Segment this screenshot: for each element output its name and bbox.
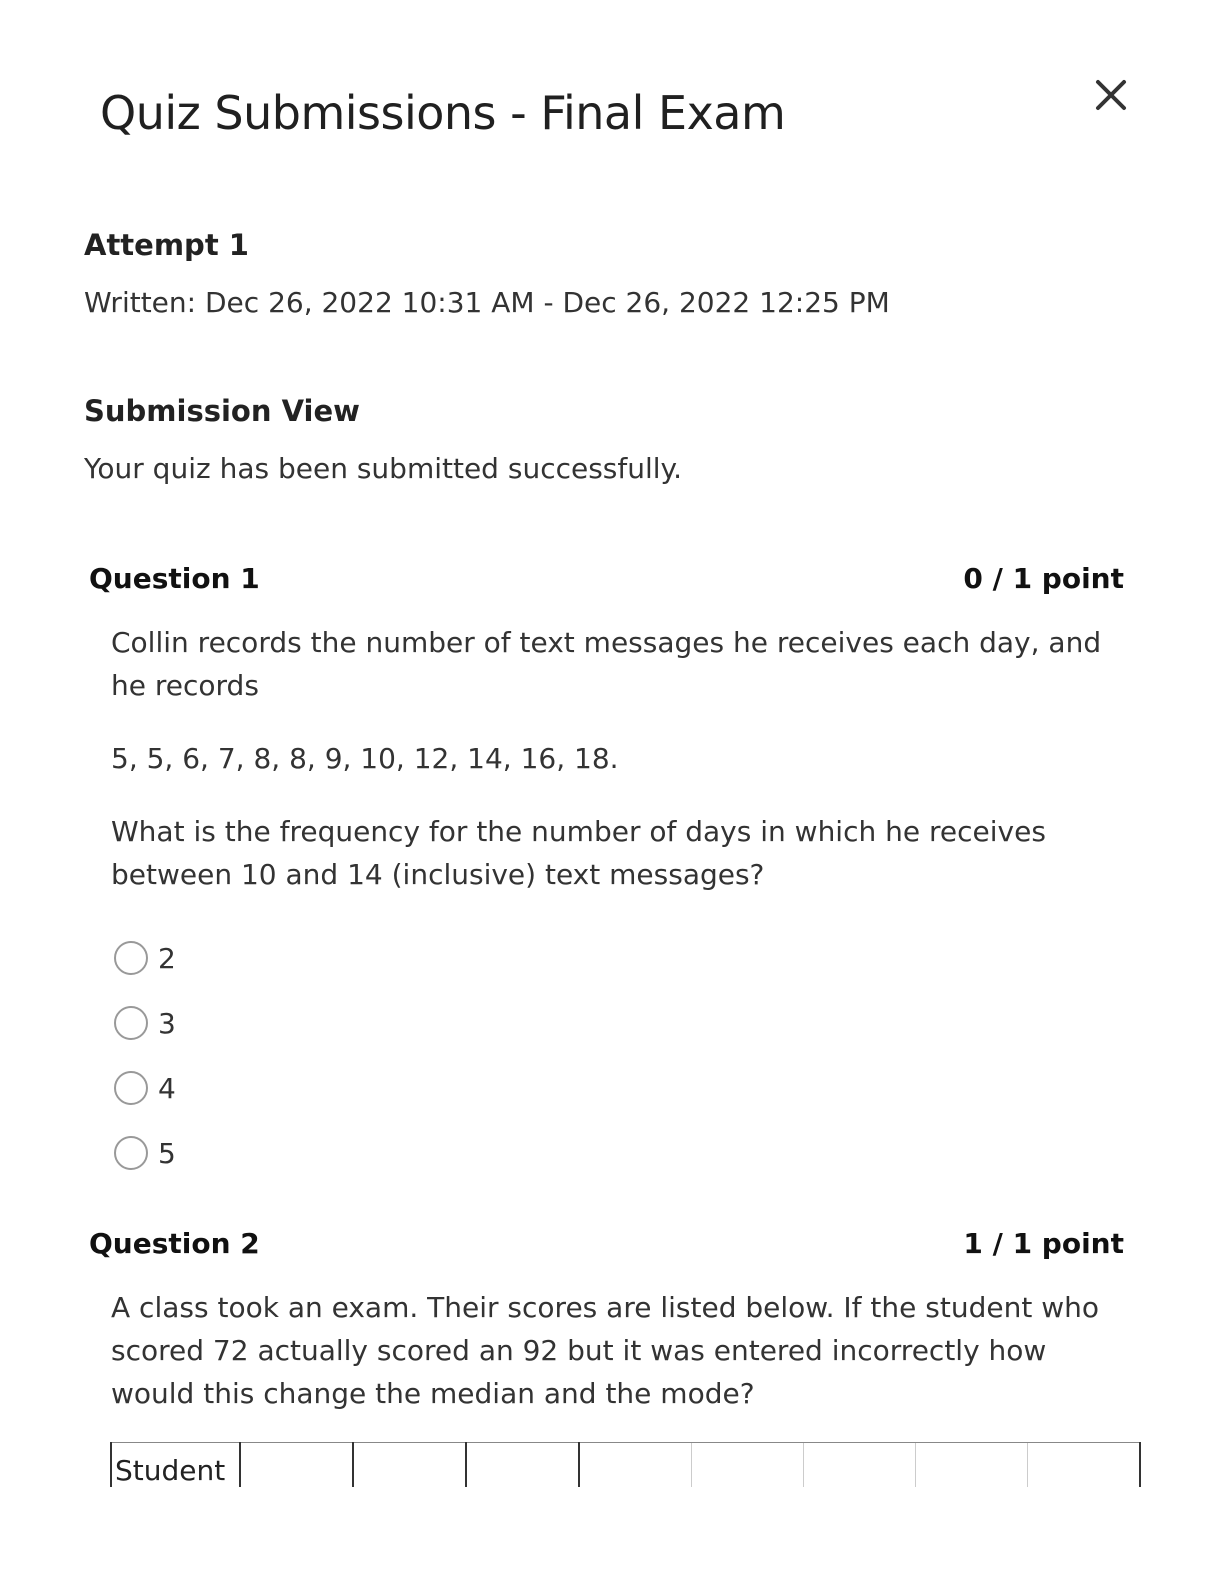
answer-option-label: 2 bbox=[158, 941, 176, 975]
attempt-heading: Attempt 1 bbox=[84, 228, 249, 262]
table-cell bbox=[692, 1443, 804, 1488]
submission-success-message: Your quiz has been submitted successfully. bbox=[84, 452, 683, 485]
table-cell bbox=[579, 1443, 692, 1488]
table-cell bbox=[466, 1443, 579, 1488]
question-1-text: Collin records the number of text messages he receives each day, and he records bbox=[111, 626, 1102, 702]
question-1-heading: Question 1 bbox=[89, 562, 260, 595]
answer-option-2[interactable] bbox=[114, 1003, 176, 1043]
table-cell bbox=[916, 1443, 1028, 1488]
table-cell bbox=[804, 1443, 916, 1488]
question-1-prompt: What is the frequency for the number of days in which he receives between 10 and 14 (inclusive) text messages? bbox=[111, 815, 1046, 891]
page-title: Quiz Submissions - Final Exam bbox=[100, 86, 786, 140]
radio-button[interactable] bbox=[114, 1006, 148, 1040]
close-icon bbox=[1092, 74, 1132, 114]
table-cell bbox=[1028, 1443, 1141, 1488]
radio-button[interactable] bbox=[114, 1136, 148, 1170]
question-2-points: 1 / 1 point bbox=[963, 1227, 1124, 1260]
radio-button[interactable] bbox=[114, 941, 148, 975]
close-button[interactable] bbox=[1092, 74, 1132, 114]
answer-option-3[interactable] bbox=[114, 1068, 176, 1108]
answer-option-4[interactable] bbox=[114, 1133, 176, 1173]
question-1-data: 5, 5, 6, 7, 8, 8, 9, 10, 12, 14, 16, 18. bbox=[111, 742, 619, 775]
submission-view-heading: Submission View bbox=[84, 394, 360, 428]
table-cell bbox=[240, 1443, 353, 1488]
table-cell bbox=[353, 1443, 466, 1488]
answer-option-label: 5 bbox=[158, 1136, 176, 1170]
answer-option-1[interactable] bbox=[114, 938, 176, 978]
scores-table bbox=[110, 1442, 1141, 1487]
attempt-written-time: Written: Dec 26, 2022 10:31 AM - Dec 26, 2022 12:25 PM bbox=[84, 286, 890, 319]
table-row bbox=[111, 1443, 1140, 1488]
answer-option-label: 3 bbox=[158, 1006, 176, 1040]
table-cell-header: Student bbox=[111, 1443, 240, 1488]
question-1-points: 0 / 1 point bbox=[963, 562, 1124, 595]
question-2-text: A class took an exam. Their scores are listed below. If the student who scored 72 actually scored an 92 but it was entered incorrectly how would this change the median and the mode? bbox=[111, 1291, 1099, 1410]
question-2-heading: Question 2 bbox=[89, 1227, 260, 1260]
radio-button[interactable] bbox=[114, 1071, 148, 1105]
answer-option-label: 4 bbox=[158, 1071, 176, 1105]
